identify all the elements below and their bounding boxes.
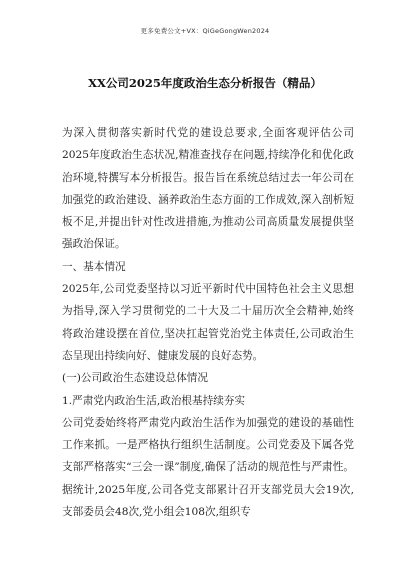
document-body bbox=[62, 122, 354, 523]
document-title: XX公司2025年度政治生态分析报告（精品） bbox=[88, 76, 322, 90]
section-paragraph: 2025年,公司党委坚持以习近平新时代中国特色社会主义思想为指导,深入学习贯彻党的二十大及二十届历次全会精神,始终将政治建设摆在首位,坚决扛起管党治党主体责任,公司政治生态呈现出持续向好、健康发展的良好态势。 bbox=[62, 283, 354, 362]
item-heading: 1.严肃党内政治生活,政治根基持续夯实 bbox=[62, 394, 245, 407]
intro-paragraph: 为深入贯彻落实新时代党的建设总要求,全面客观评估公司2025年度政治生态状况,精准查找存在问题,持续净化和优化政治环境,特撰写本分析报告。报告旨在系统总结过去一年公司在加强党的政治建设、涵养政治生态方面的工作成效,深入剖析短板不足,并提出针对性改进措施,为推动公司高质量发展提供坚强政治保证。 bbox=[62, 127, 354, 251]
item-paragraph: 公司党委始终将严肃党内政治生活作为加强党的建设的基础性工作来抓。一是严格执行组织生活制度。公司党委及下属各党支部严格落实“三会一课”制度,确保了活动的规范性与严肃性。据统计,2025年度,公司各党支部累计召开支部党员大会19次,支部委员会48次,党小组会108次,组织专 bbox=[62, 416, 354, 519]
subsection-heading: (一)公司政治生态建设总体情况 bbox=[62, 372, 208, 385]
section-heading: 一、基本情况 bbox=[62, 260, 126, 273]
header-note: 更多免费公文+VX：QiGeGongWen2024 bbox=[140, 27, 270, 35]
